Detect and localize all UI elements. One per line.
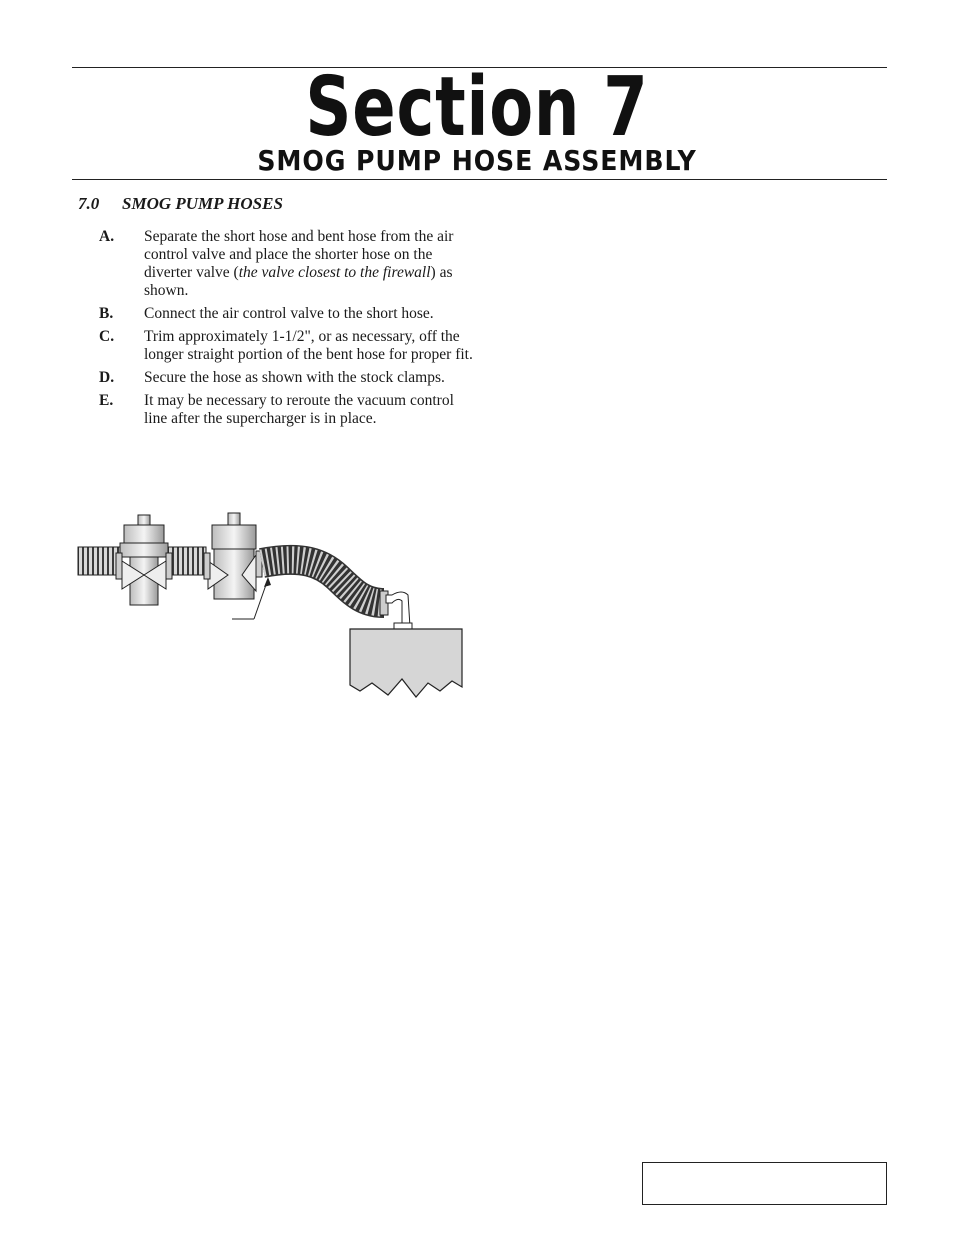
step-c [99, 328, 479, 364]
bent-hose [262, 560, 388, 615]
air-control-valve [116, 515, 172, 605]
page-number-box [642, 1162, 887, 1205]
hose-assembly-illustration [72, 505, 472, 705]
step-letter: C. [99, 328, 115, 345]
diverter-valve [204, 513, 262, 599]
section-title: Section 7 [305, 60, 649, 155]
step-b [99, 305, 479, 323]
step-letter: D. [99, 369, 115, 386]
subsection-title: SMOG PUMP HOSES [122, 194, 283, 213]
header-bottom-rule [72, 179, 887, 180]
step-text-part: ) as shown. [144, 264, 453, 299]
step-text [144, 228, 479, 300]
step-letter: E. [99, 392, 114, 409]
step-text: Secure the hose as shown with the stock clamps. [144, 369, 445, 386]
step-letter: B. [99, 305, 114, 322]
step-text-part: Separate the short hose and bent hose from the air control valve and place the shorter hose on the diverter valve ( [144, 228, 454, 281]
step-text: It may be necessary to reroute the vacuum control line after the supercharger is in place. [144, 392, 454, 427]
step-d [99, 369, 479, 387]
section-subtitle: SMOG PUMP HOSE ASSEMBLY [257, 144, 697, 177]
subsection-number: 7.0 [78, 194, 100, 213]
step-e [99, 392, 479, 428]
subsection-heading [78, 193, 283, 215]
step-a [99, 228, 479, 300]
step-text: Connect the air control valve to the short hose. [144, 305, 434, 322]
step-letter: A. [99, 228, 115, 245]
instruction-list [99, 228, 479, 433]
step-text-italic: the valve closest to the firewall [238, 264, 431, 281]
step-text: Trim approximately 1-1/2", or as necessary, off the longer straight portion of the bent hose for proper fit. [144, 328, 473, 363]
